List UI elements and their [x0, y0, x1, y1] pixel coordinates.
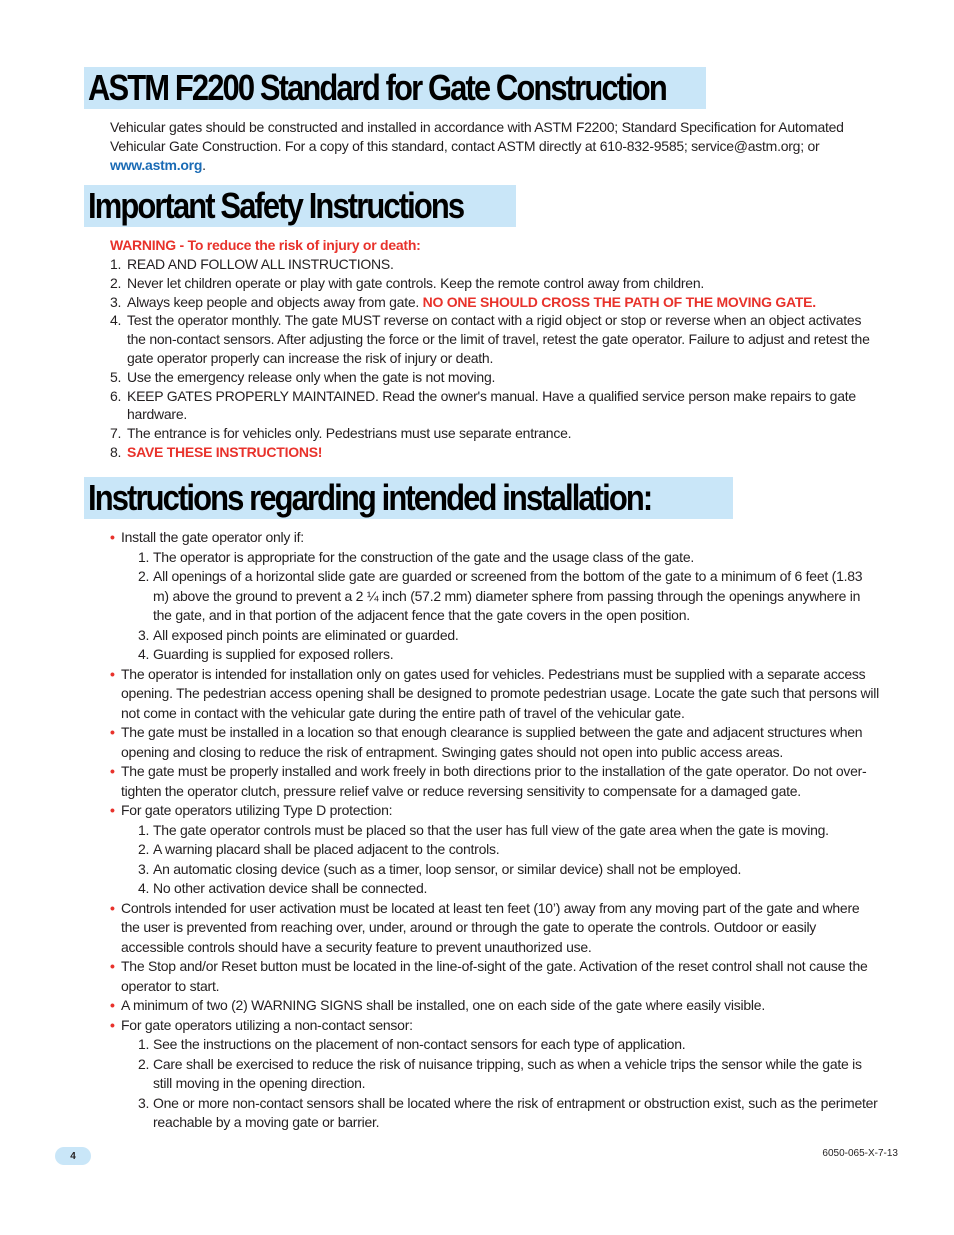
bullet-icon: •: [110, 997, 115, 1013]
installation-bullet: [110, 801, 880, 821]
safety-item: [110, 368, 880, 387]
item-text: [127, 255, 880, 274]
sub-item: [138, 879, 880, 899]
sub-item: [138, 626, 880, 646]
installation-bullet: [110, 723, 880, 762]
sub-item-number: 3.: [138, 1094, 150, 1111]
bullet-icon: •: [110, 1016, 115, 1033]
sub-item: [138, 1055, 880, 1094]
sub-item-text: An automatic closing device (such as a timer, loop sensor, or similar device) shall not be employed.: [153, 860, 742, 877]
bullet-icon: •: [110, 665, 115, 682]
sub-item-number: 4.: [138, 646, 150, 662]
bullet-text: The Stop and/or Reset button must be located in the line-of-sight of the gate. Activation of the reset control shall not cause the operator to start.: [121, 958, 868, 994]
item-number: 6.: [110, 387, 122, 404]
safety-instructions-list: [110, 255, 880, 462]
astm-link[interactable]: www.astm.org: [110, 156, 203, 173]
warning-line: WARNING - To reduce the risk of injury or death:: [110, 237, 421, 253]
sub-item-text: The gate operator controls must be placed so that the user has full view of the gate area when the gate is moving.: [153, 821, 829, 838]
sub-item-text: All openings of a horizontal slide gate are guarded or screened from the bottom of the gate to a minimum of 6 feet (1.83 m) above the ground to prevent a 2 ¼ inch (57.2 mm) diameter sphere from passing through the openings anywhere in the gate, and in that portion of the adjacent fence that the gate covers in the open position.: [153, 568, 863, 623]
heading-text: Instructions regarding intended installation:: [88, 477, 652, 518]
sub-item-number: 1.: [138, 548, 150, 565]
item-text: [127, 443, 880, 462]
sub-item-number: 4.: [138, 880, 150, 896]
bullet-icon: •: [110, 763, 115, 779]
bullet-text: Controls intended for user activation must be located at least ten feet (10’) away from any moving part of the gate and where the user is prevented from reaching over, under, around or through the gate to operate the controls. Outdoor or easily accessible controls should have a security feature to prevent unauthorized use.: [121, 899, 860, 955]
safety-item: [110, 255, 880, 274]
safety-item: [110, 311, 880, 367]
page-number: 4: [55, 1147, 91, 1165]
installation-bullet: [110, 762, 880, 801]
item-plain-text: Never let children operate or play with gate controls. Keep the remote control away from children.: [127, 274, 705, 291]
item-text: [127, 311, 880, 367]
sub-item-text: One or more non-contact sensors shall be located where the risk of entrapment or obstruction exist, such as the perimeter reachable by a moving gate or barrier.: [153, 1094, 878, 1130]
heading-text: Important Safety Instructions: [88, 185, 464, 226]
bullet-text: A minimum of two (2) WARNING SIGNS shall be installed, one on each side of the gate where easily visible.: [121, 997, 765, 1013]
sub-item-text: See the instructions on the placement of non-contact sensors for each type of application.: [153, 1036, 686, 1052]
sub-item: [138, 821, 880, 841]
sub-item: [138, 645, 880, 665]
sub-item-number: 3.: [138, 860, 150, 877]
item-number: 1.: [110, 256, 122, 272]
item-text: [127, 424, 880, 443]
item-text: [127, 293, 880, 312]
section-heading-safety: [84, 185, 516, 227]
sub-item-text: Care shall be exercised to reduce the risk of nuisance tripping, such as when a vehicle trips the sensor while the gate is still moving in the opening direction.: [153, 1055, 862, 1091]
item-plain-text: Always keep people and objects away from gate.: [127, 293, 423, 310]
bullet-text: The gate must be installed in a location so that enough clearance is supplied between the gate and adjacent structures when opening and closing to reduce the risk of entrapment. Swinging gates should not open into public access areas.: [121, 724, 863, 760]
installation-bullet: [110, 996, 880, 1016]
installation-bullet: [110, 1016, 880, 1036]
sub-item-number: 2.: [138, 1055, 150, 1072]
bullet-text: The operator is intended for installation only on gates used for vehicles. Pedestrians must be supplied with a separate access opening. The pedestrian access opening shall be designed to promote pedestrian usage. Locate the gate such that persons will not come in contact with the vehicular gate during the entire path of travel of the vehicular gate.: [121, 665, 879, 721]
sub-item-text: The operator is appropriate for the construction of the gate and the usage class of the gate.: [153, 548, 694, 565]
installation-bullet: [110, 665, 880, 724]
section-heading-installation: [84, 477, 733, 519]
safety-item: [110, 387, 880, 425]
bullet-icon: •: [110, 529, 115, 545]
astm-period: .: [202, 156, 206, 173]
installation-bullet: [110, 899, 880, 958]
sub-item-number: 2.: [138, 568, 150, 584]
bullet-text: Install the gate operator only if:: [121, 529, 304, 545]
sub-item-text: All exposed pinch points are eliminated or guarded.: [153, 626, 459, 643]
item-plain-text: KEEP GATES PROPERLY MAINTAINED. Read the owner's manual. Have a qualified service person make repairs to gate hardware.: [127, 387, 856, 423]
item-text: [127, 387, 880, 425]
item-warning-text: NO ONE SHOULD CROSS THE PATH OF THE MOVING GATE.: [422, 293, 816, 310]
item-plain-text: READ AND FOLLOW ALL INSTRUCTIONS.: [127, 256, 394, 272]
sub-item-number: 1.: [138, 1036, 150, 1052]
sub-item: [138, 860, 880, 880]
sub-item-text: Guarding is supplied for exposed rollers.: [153, 646, 394, 662]
sub-item: [138, 567, 880, 626]
item-number: 8.: [110, 443, 122, 460]
item-plain-text: Test the operator monthly. The gate MUST reverse on contact with a rigid object or stop or reverse when an object activates the non-contact sensors. After adjusting the force or the limit of travel, retest the gate operator. Failure to adjust and retest the gate operator properly can increase the risk of injury or death.: [127, 312, 870, 366]
bullet-text: For gate operators utilizing Type D protection:: [121, 802, 393, 818]
heading-text: ASTM F2200 Standard for Gate Construction: [88, 67, 666, 108]
item-plain-text: Use the emergency release only when the gate is not moving.: [127, 368, 496, 385]
item-number: 7.: [110, 425, 122, 442]
sub-item: [138, 840, 880, 860]
safety-item: [110, 293, 880, 312]
document-id: 6050-065-X-7-13: [822, 1148, 898, 1159]
safety-item: [110, 424, 880, 443]
sub-item-number: 1.: [138, 821, 150, 838]
item-number: 2.: [110, 274, 122, 291]
sub-item-text: No other activation device shall be connected.: [153, 880, 428, 896]
astm-body-text: Vehicular gates should be constructed and installed in accordance with ASTM F2200; Standard Specification for Automated Vehicular Gate Construction. For a copy of this standard, contact ASTM directly at 610-832-9585; service@astm.org; or: [110, 119, 844, 154]
section-heading-astm: [84, 67, 706, 109]
bullet-text: For gate operators utilizing a non-contact sensor:: [121, 1016, 413, 1033]
safety-item: [110, 274, 880, 293]
safety-item: [110, 443, 880, 462]
item-text: [127, 274, 880, 293]
sub-item: [138, 1035, 880, 1055]
installation-bullet: [110, 528, 880, 548]
item-number: 3.: [110, 293, 122, 310]
item-warning-text: SAVE THESE INSTRUCTIONS!: [127, 443, 323, 460]
installation-bullet: [110, 957, 880, 996]
item-text: [127, 368, 880, 387]
sub-item-number: 2.: [138, 841, 150, 857]
bullet-text: The gate must be properly installed and work freely in both directions prior to the installation of the gate operator. Do not over-tighten the operator clutch, pressure relief valve or reduce reversing sensitivity to compensate for a damaged gate.: [121, 763, 867, 799]
sub-item-number: 3.: [138, 626, 150, 643]
astm-paragraph: [110, 118, 880, 174]
installation-instructions-list: [110, 528, 880, 1133]
bullet-icon: •: [110, 802, 115, 818]
item-plain-text: The entrance is for vehicles only. Pedestrians must use separate entrance.: [127, 425, 572, 442]
bullet-icon: •: [110, 899, 115, 916]
item-number: 5.: [110, 368, 122, 385]
sub-item: [138, 548, 880, 568]
item-number: 4.: [110, 312, 122, 329]
bullet-icon: •: [110, 724, 115, 740]
bullet-icon: •: [110, 958, 115, 974]
sub-item: [138, 1094, 880, 1133]
sub-item-text: A warning placard shall be placed adjacent to the controls.: [153, 841, 500, 857]
